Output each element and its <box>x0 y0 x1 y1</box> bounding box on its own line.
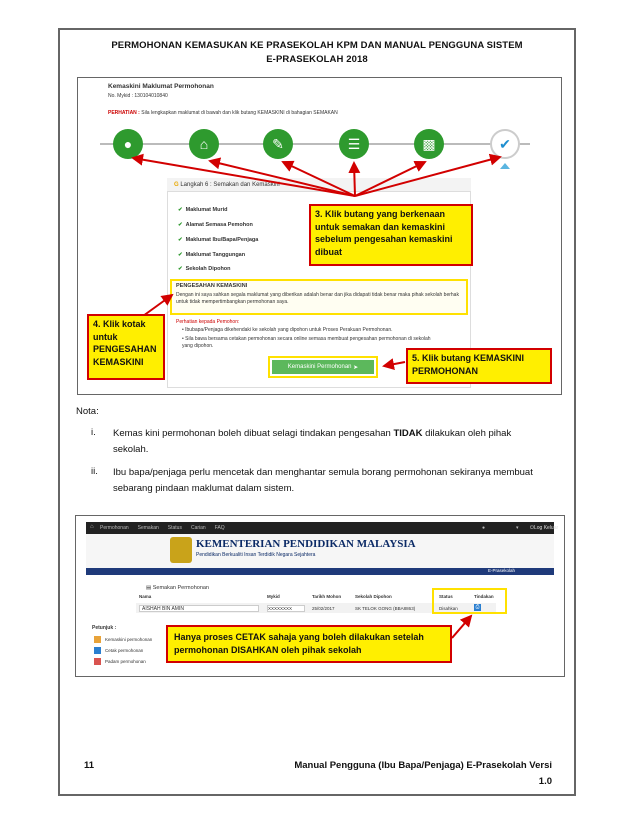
checklist-label: Sekolah Dipohon <box>185 266 231 272</box>
legend-label: Kemaskini permohonan <box>105 637 153 642</box>
ministry-tagline: Pendidikan Berkualiti Insan Terdidik Negara Sejahtera <box>196 552 316 558</box>
chevron-down-icon[interactable]: ▾ <box>516 525 519 531</box>
nota-item-1-text-end: dilakukan oleh pihak sekolah. <box>113 428 512 455</box>
user-menu-icon[interactable]: ● <box>482 525 486 531</box>
send-icon: ➤ <box>353 364 359 371</box>
footer-title: Manual Pengguna (Ibu Bapa/Penjaga) E-Prasekolah Versi <box>294 760 552 771</box>
form-title: Kemaskini Maklumat Permohonan <box>108 83 214 90</box>
nav-permohonan[interactable]: Permohonan <box>100 525 129 531</box>
list-icon: ☰ <box>347 135 361 152</box>
kemaskini-button-label: Kemaskini Permohonan <box>287 364 352 370</box>
checklist-label: Maklumat Murid <box>185 207 228 213</box>
nav-semakan[interactable]: Semakan <box>137 525 159 531</box>
bullet-1: • Ibubapa/Penjaga dikehendaki ke sekolah yang dipohon untuk Proses Perakuan Permohonan. <box>182 327 393 333</box>
legend-title: Petunjuk : <box>92 625 117 631</box>
bullet-1-text: Ibubapa/Penjaga dikehendaki ke sekolah yang dipohon untuk Proses Perakuan Permohonan. <box>185 327 393 333</box>
cell-sekolah: SK TELOK GONG (BBA8863) <box>355 606 416 611</box>
col-status: Status <box>439 594 453 599</box>
home-icon[interactable]: ⌂ <box>90 524 94 530</box>
cell-nama: AISHAH BIN AMIN <box>139 605 259 612</box>
logout-link[interactable]: ⏻Log Keluar <box>530 525 559 531</box>
nav-status[interactable]: Status <box>167 525 182 531</box>
document-title-line2: E-PRASEKOLAH 2018 <box>266 54 368 65</box>
page-number: 11 <box>84 760 95 771</box>
monitor-icon: ▩ <box>422 135 436 152</box>
callout-step-5: 5. Klik butang KEMASKINI PERMOHONAN <box>406 348 552 384</box>
check-icon: ✔ <box>178 252 183 258</box>
nota-item-2-number: ii. <box>91 466 98 477</box>
pengesahan-title: PENGESAHAN KEMASKINI <box>176 283 248 289</box>
g-icon: G <box>174 182 179 188</box>
legend-label: Cetak permohonan <box>105 648 144 653</box>
nota-item-1-text: Kemas kini permohonan boleh dibuat selagi tindakan pengesahan <box>113 428 394 439</box>
check-icon: ✔ <box>178 237 183 243</box>
arrow-to-print-icon <box>452 616 471 638</box>
footer-version: 1.0 <box>538 776 552 787</box>
semakan-panel-label: Semakan Permohonan <box>152 585 209 591</box>
perhatian-kepada-pemohon: Perhatian kepada Pemohon: <box>176 319 240 325</box>
col-tarikh: Tarikh Mohon <box>312 594 342 599</box>
nota-item-1-number: i. <box>91 427 96 438</box>
checklist-label: Alamat Semasa Pemohon <box>185 222 253 228</box>
callout-step-3: 3. Klik butang yang berkenaan untuk semakan dan kemaskini sebelum pengesahan kemaskini dibuat <box>309 204 473 266</box>
check-icon: ✔ <box>178 266 183 272</box>
ministry-name: KEMENTERIAN PENDIDIKAN MALAYSIA <box>196 538 416 550</box>
bullet-2: • Sila bawa bersama cetakan permohonan secara online semasa membuat pengesahan permohonan di sekolah yang dipohon. <box>182 336 431 349</box>
callout-step-4: 4. Klik kotak untuk PENGESAHAN KEMASKINI <box>87 314 165 380</box>
document-title-line1: PERMOHONAN KEMASUKAN KE PRASEKOLAH KPM DAN MANUAL PENGGUNA SISTEM <box>111 40 523 51</box>
nav-faq[interactable]: FAQ <box>214 525 225 531</box>
pengesahan-text: Dengan ini saya sahkan segala maklumat yang diberikan adalah benar dan jika didapati tidak benar maka pihak sekolah berhak untuk tidak mempertimbangkan permohonan saya. <box>176 292 459 305</box>
col-mykid: Mykid <box>267 594 280 599</box>
checklist-label: Maklumat Tanggungan <box>185 252 246 258</box>
user-icon: ● <box>123 136 133 152</box>
bullet-2-text: Sila bawa bersama cetakan permohonan secara online semasa membuat pengesahan permohonan di sekolah yang dipohon. <box>182 336 431 349</box>
cell-status: Disahkan <box>439 606 458 611</box>
nota-label: Nota: <box>76 406 99 417</box>
print-icon[interactable]: ⎙ <box>475 604 480 610</box>
semakan-panel-title: ▤ Semakan Permohonan <box>146 585 209 591</box>
perhatian-text: Sila lengkapkan maklumat di bawah dan klik butang KEMASKINI di bahagian SEMAKAN <box>141 110 338 116</box>
nota-item-1-bold: TIDAK <box>393 428 423 439</box>
checklist-label: Maklumat Ibu/Bapa/Penjaga <box>185 237 259 243</box>
langkah-label: Langkah 6 : Semakan dan Kemaskini <box>180 182 280 188</box>
legend-label: Padam permohonan <box>105 659 146 664</box>
mykid-label: No. Mykid : 130104010840 <box>108 93 168 99</box>
cell-mykid: XXXXXXXX <box>267 605 305 612</box>
col-sekolah: Sekolah Dipohon <box>355 594 392 599</box>
check-icon: ✔ <box>178 207 183 213</box>
perhatian-label: PERHATIAN : <box>108 110 140 116</box>
system-name: E-Prasekolah <box>488 568 516 573</box>
logout-label: Log Keluar <box>533 525 559 531</box>
col-nama: Nama <box>139 594 152 599</box>
check-icon: ✔ <box>178 222 183 228</box>
pencil-icon: ✎ <box>272 135 284 152</box>
check-icon: ✔ <box>499 135 511 152</box>
nota-item-2: Ibu bapa/penjaga perlu mencetak dan menghantar semula borang permohonan sekiranya membuat sebarang pindaan maklumat dalam sistem. <box>113 467 533 494</box>
col-tindakan: Tindakan <box>474 594 494 599</box>
nav-carian[interactable]: Carian <box>190 525 206 531</box>
home-icon: ⌂ <box>199 136 209 152</box>
cell-tarikh: 25/02/2017 <box>312 606 335 611</box>
callout-cetak: Hanya proses CETAK sahaja yang boleh dilakukan setelah permohonan DISAHKAN oleh pihak sekolah <box>166 625 452 663</box>
